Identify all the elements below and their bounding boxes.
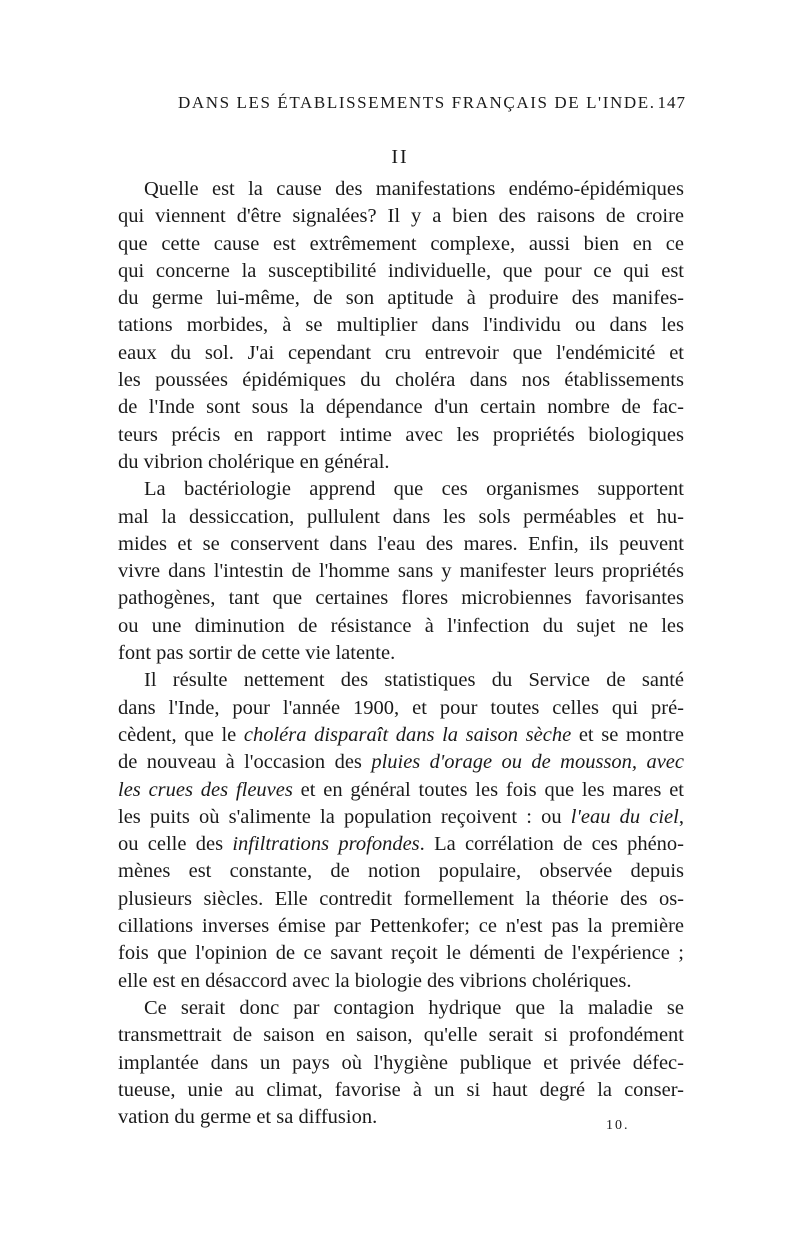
text-line <box>118 367 684 394</box>
text-line <box>118 613 684 640</box>
text-line <box>118 340 684 367</box>
text-segment: Quelle est la cause des manifestations endémo-épidémiques <box>144 178 684 200</box>
text-segment: les poussées épidémiques du choléra dans nos établissements <box>118 369 684 392</box>
text-segment: ou celle des <box>118 833 233 856</box>
text-line <box>118 995 684 1022</box>
text-segment: et en général toutes les fois que les mares et <box>292 778 684 801</box>
italic-segment: les crues des fleuves <box>118 778 293 801</box>
text-segment: les puits où s'alimente la population reçoivent : ou <box>118 805 571 828</box>
text-segment: de nouveau à l'occasion des <box>118 751 372 774</box>
text-line <box>118 504 684 531</box>
text-segment: du germe lui-même, de son aptitude à produire des manifes- <box>118 287 684 310</box>
text-segment: pathogènes, tant que certaines flores microbiennes favorisantes <box>118 587 684 610</box>
text-segment: teurs précis en rapport intime avec les propriétés biologiques <box>118 423 684 446</box>
text-line <box>118 777 684 804</box>
text-line <box>118 312 684 339</box>
text-line <box>118 749 684 776</box>
body-text <box>118 176 684 1131</box>
text-line <box>118 476 684 503</box>
text-segment: fois que l'opinion de ce savant reçoit le démenti de l'expérience ; <box>118 942 684 965</box>
text-segment: tueuse, unie au climat, favorise à un si haut degré la conser- <box>118 1078 684 1101</box>
text-segment: font pas sortir de cette vie latente. <box>118 642 396 665</box>
italic-segment: infiltrations profondes <box>232 833 420 856</box>
running-title: DANS LES ÉTABLISSEMENTS FRANÇAIS DE L'INDE. <box>178 93 656 112</box>
text-segment: ou une diminution de résistance à l'infection du sujet ne les <box>118 614 684 637</box>
text-segment: mides et se conservent dans l'eau des mares. Enfin, ils peuvent <box>118 532 684 555</box>
text-line <box>118 449 684 476</box>
page-number: 147 <box>657 93 686 112</box>
text-segment: plusieurs siècles. Elle contredit formellement la théorie des os- <box>118 887 684 910</box>
text-segment: tations morbides, à se multiplier dans l'individu ou dans les <box>118 314 684 337</box>
text-line <box>118 940 684 967</box>
text-line <box>118 1104 684 1131</box>
text-segment: implantée dans un pays où l'hygiène publique et privée défec- <box>118 1051 684 1074</box>
text-segment: cillations inverses émise par Pettenkofer; ce n'est pas la première <box>118 915 684 938</box>
italic-segment: pluies d'orage ou de mousson, avec <box>371 751 684 774</box>
text-segment: vation du germe et sa diffusion. <box>118 1106 378 1129</box>
running-head <box>118 93 686 119</box>
text-segment: elle est en désaccord avec la biologie des vibrions cholériques. <box>118 969 632 992</box>
text-segment: qui viennent d'être signalées? Il y a bien des raisons de croire <box>118 205 684 228</box>
text-segment: mènes est constante, de notion populaire, observée depuis <box>118 860 684 883</box>
text-line <box>118 804 684 831</box>
text-line <box>118 258 684 285</box>
text-line <box>118 886 684 913</box>
text-segment: vivre dans l'intestin de l'homme sans y manifester leurs propriétés <box>118 560 684 583</box>
text-line <box>118 831 684 858</box>
text-line <box>118 176 684 203</box>
text-segment: cèdent, que le <box>118 723 244 746</box>
text-line <box>118 695 684 722</box>
text-segment: Il résulte nettement des statistiques du Service de santé <box>144 669 684 692</box>
text-segment: La bactériologie apprend que ces organismes supportent <box>144 478 684 501</box>
text-line <box>118 531 684 558</box>
text-segment: dans l'Inde, pour l'année 1900, et pour toutes celles qui pré- <box>118 696 684 719</box>
text-line <box>118 585 684 612</box>
italic-segment: l'eau du ciel <box>570 805 679 828</box>
text-line <box>118 394 684 421</box>
text-segment: , <box>678 805 684 828</box>
text-line <box>118 913 684 940</box>
text-segment: eaux du sol. J'ai cependant cru entrevoir que l'endémicité et <box>118 341 684 364</box>
text-line <box>118 558 684 585</box>
text-segment: que cette cause est extrêmement complexe, aussi bien en ce <box>118 232 684 255</box>
text-segment: mal la dessiccation, pullulent dans les sols perméables et hu- <box>118 505 684 528</box>
text-line <box>118 1022 684 1049</box>
text-line <box>118 858 684 885</box>
italic-segment: choléra disparaît dans la saison sèche <box>243 723 572 746</box>
text-segment: . La corrélation de ces phéno- <box>419 833 685 856</box>
text-segment: et se montre <box>571 723 684 746</box>
text-line <box>118 422 684 449</box>
text-line <box>118 640 684 667</box>
text-line <box>118 968 684 995</box>
text-segment: Ce serait donc par contagion hydrique que la maladie se <box>144 996 684 1019</box>
text-line <box>118 1050 684 1077</box>
text-segment: de l'Inde sont sous la dépendance d'un certain nombre de fac- <box>118 396 684 419</box>
text-segment: transmettrait de saison en saison, qu'elle serait si profondément <box>118 1024 684 1047</box>
signature-mark: 10. <box>606 1118 630 1133</box>
text-segment: du vibrion cholérique en général. <box>118 450 390 473</box>
text-line <box>118 285 684 312</box>
text-segment: qui concerne la susceptibilité individuelle, que pour ce qui est <box>118 259 684 282</box>
text-line <box>118 667 684 694</box>
text-line <box>118 722 684 749</box>
text-line <box>118 231 684 258</box>
section-number: II <box>391 146 409 168</box>
text-line <box>118 1077 684 1104</box>
text-line <box>118 203 684 230</box>
